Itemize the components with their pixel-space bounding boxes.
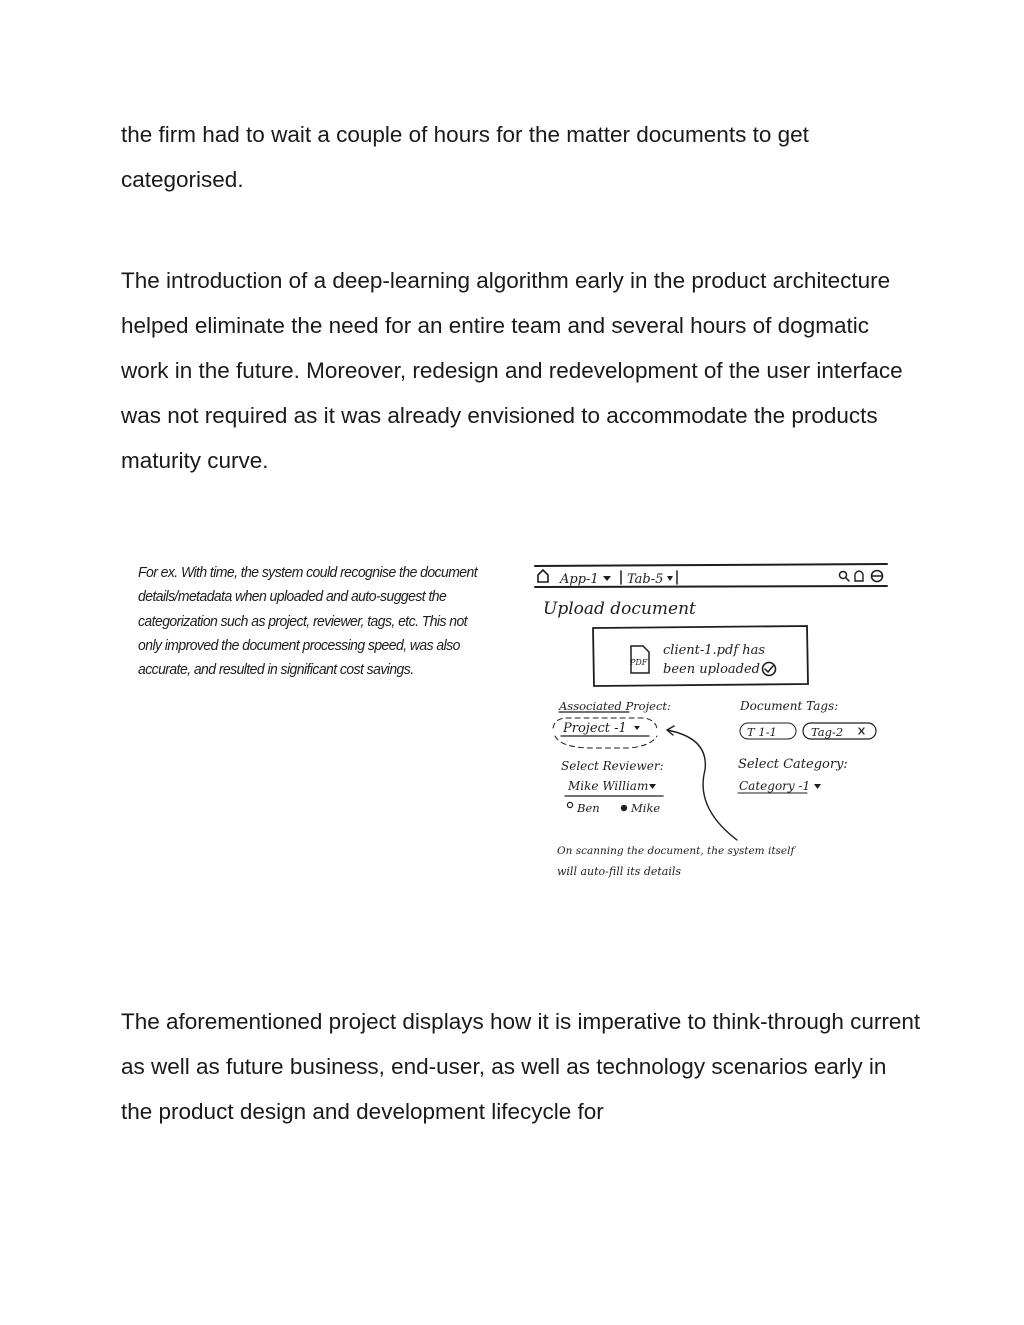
document-tags-label: Document Tags: [740,699,839,713]
dropdown-caret-icon[interactable] [667,576,673,581]
arrow-icon [667,726,737,840]
reviewer-select[interactable]: Mike William [568,779,649,793]
select-category-label: Select Category: [738,757,848,772]
note-line-1: On scanning the document, the system itself [557,845,795,857]
paragraph-deep-learning: The introduction of a deep-learning algorithm early in the product architecture helped eliminate the need for an entire team and several hours of dogmatic work in the future. Moreover, redesign and redevelopment of the user interface was not required as it was already envisioned to accommodate the products maturity curve. [121,268,903,473]
close-icon[interactable] [859,728,864,734]
radio-mike[interactable] [621,805,627,811]
home-icon[interactable] [538,570,548,582]
user-icon[interactable] [872,571,883,582]
tag-chip-2[interactable]: Tag-2 [811,725,844,739]
upload-document-sketch [533,558,891,886]
tab-menu[interactable]: Tab-5 [627,572,664,587]
page-title: Upload document [543,599,696,619]
reviewer-option-mike: Mike [631,801,661,815]
upload-message-line1: client-1.pdf has [663,643,766,658]
paragraph-intro: the firm had to wait a couple of hours for the matter documents to get categorised. [121,122,809,192]
svg-text:PDF: PDF [630,658,648,667]
select-reviewer-label: Select Reviewer: [561,759,664,773]
tag-chip-1[interactable]: T 1-1 [747,725,777,739]
pdf-file-icon [629,646,649,673]
paragraph-conclusion: The aforementioned project displays how it is imperative to think-through current as well as future business, end-user, as well as technology scenarios early in the product design and development lifecycle for [121,1009,921,1124]
dropdown-caret-icon[interactable] [814,784,821,789]
upload-message-line2: been uploaded [663,662,760,677]
dropdown-caret-icon[interactable] [649,784,656,789]
dropdown-caret-icon[interactable] [603,576,611,581]
radio-ben[interactable] [567,802,572,807]
bell-icon[interactable] [855,571,863,581]
app-menu[interactable]: App-1 [560,572,599,587]
check-icon [763,663,776,676]
associated-project-label: Associated Project: [559,699,671,713]
project-select[interactable]: Project -1 [563,721,627,736]
dropdown-caret-icon[interactable] [634,726,640,730]
figure-caption: For ex. With time, the system could recognise the document details/metadata when uploaded and auto-suggest the categorization such as project, reviewer, tags, etc. This not only improved the document processing speed, was also accurate, and resulted in significant cost savings. [138,564,478,679]
note-line-2: will auto-fill its details [557,865,682,878]
search-icon[interactable] [840,572,850,582]
reviewer-option-ben: Ben [577,801,600,815]
category-select[interactable]: Category -1 [739,779,811,793]
